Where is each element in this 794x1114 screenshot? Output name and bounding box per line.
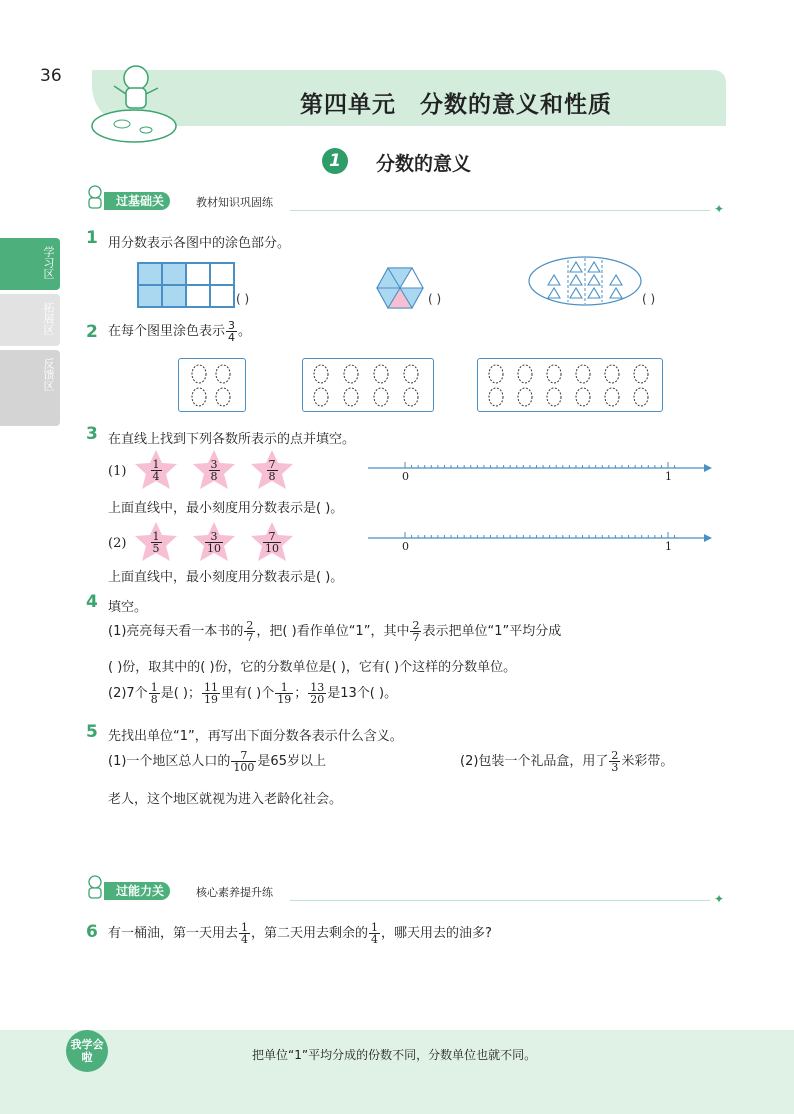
section-divider: [290, 210, 710, 211]
side-tab-expand[interactable]: 拓展区: [0, 294, 60, 346]
question-text: 先找出单位“1”，再写出下面分数各表示什么含义。: [108, 729, 403, 744]
answer-blank[interactable]: ( ): [236, 292, 250, 306]
question-number: 5: [86, 722, 98, 742]
question-text: 填空。: [108, 600, 148, 615]
q5-part-1-cont: 老人，这个地区就视为进入老龄化社会。: [108, 792, 343, 807]
side-tab-study[interactable]: 学习区: [0, 238, 60, 290]
section-tag-basic: 过基础关: [104, 192, 170, 210]
side-tab-feedback[interactable]: 反馈区: [0, 350, 60, 426]
number-line-1[interactable]: [368, 460, 712, 476]
hexagon-figure: [376, 266, 424, 310]
question-number: 1: [86, 228, 98, 248]
answer-blank[interactable]: ( ): [428, 292, 442, 306]
page-number: 36: [40, 66, 62, 86]
section-divider: [290, 900, 710, 901]
question-text: 在直线上找到下列各数所表示的点并填空。: [108, 432, 356, 447]
question-text: 在每个图里涂色表示 $\frac{3}{4}$ 。: [108, 319, 252, 344]
pink-star-fraction: $\frac{1}{5}$: [132, 520, 180, 564]
number-line-zero: 0: [402, 470, 409, 483]
lesson-number-badge: 1: [322, 148, 348, 174]
q4-line-3[interactable]: (2)7个 $\frac{1}{8}$ 是( )； $\frac{11}{19}$ 里有( )个 $\frac{1}{19}$ ； $\frac{13}{20}$ 是13个( )。: [108, 681, 398, 706]
pink-star-fraction: $\frac{7}{8}$: [248, 448, 296, 492]
pink-star-fraction: $\frac{3}{8}$: [190, 448, 238, 492]
number-line-2[interactable]: [368, 530, 712, 546]
strawberry-box-1[interactable]: [178, 358, 246, 412]
footer-tip: 把单位“1”平均分成的份数不同，分数单位也就不同。: [252, 1048, 537, 1062]
question-text: 有一桶油，第一天用去 $\frac{1}{4}$ ，第二天用去剩余的 $\frac{1}{4}$ ，哪天用去的油多?: [108, 921, 492, 946]
pink-star-fraction: $\frac{7}{10}$: [248, 520, 296, 564]
unit-title: 第四单元 分数的意义和性质: [300, 92, 612, 118]
footer-badge: 我学会啦: [66, 1030, 108, 1072]
strawberry-box-2[interactable]: [302, 358, 434, 412]
ellipse-triangles-figure: [528, 256, 642, 306]
section-subtitle-ability: 核心素养提升练: [196, 886, 273, 899]
pink-star-fraction: $\frac{3}{10}$: [190, 520, 238, 564]
section-tag-ability: 过能力关: [104, 882, 170, 900]
number-line-one: 1: [665, 470, 672, 483]
q5-part-2: (2)包装一个礼品盒，用了 $\frac{2}{3}$ 米彩带。: [460, 749, 674, 774]
footer-background: [0, 1030, 794, 1114]
q4-line-2[interactable]: ( )份，取其中的( )份，它的分数单位是( )，它有( )个这样的分数单位。: [108, 660, 517, 675]
question-number: 4: [86, 592, 98, 612]
question-number: 6: [86, 922, 98, 942]
part-label: (2): [108, 536, 127, 551]
q5-part-1: (1)一个地区总人口的 $\frac{7}{100}$ 是65岁以上: [108, 749, 326, 774]
part-label: (1): [108, 464, 127, 479]
answer-blank[interactable]: ( ): [642, 292, 656, 306]
strawberry-box-3[interactable]: [477, 358, 663, 412]
star-icon: ✦: [714, 892, 725, 906]
question-text: 用分数表示各图中的涂色部分。: [108, 236, 291, 251]
astronaut-moon-icon: [84, 56, 194, 146]
number-line-one: 1: [665, 540, 672, 553]
number-line-zero: 0: [402, 540, 409, 553]
pink-star-fraction: $\frac{1}{4}$: [132, 448, 180, 492]
question-number: 3: [86, 424, 98, 444]
star-icon: ✦: [714, 202, 725, 216]
section-subtitle-basic: 教材知识巩固练: [196, 196, 273, 209]
rectangle-grid-figure: [137, 262, 235, 308]
fill-sentence[interactable]: 上面直线中，最小刻度用分数表示是( )。: [108, 501, 344, 516]
astronaut-small-icon: [84, 874, 106, 900]
q4-line-1[interactable]: (1)亮亮每天看一本书的 $\frac{2}{7}$ ，把( )看作单位“1”，其中 $\frac{2}{7}$ 表示把单位“1”平均分成: [108, 619, 562, 644]
lesson-title: 分数的意义: [376, 153, 472, 175]
question-number: 2: [86, 322, 98, 342]
fill-sentence[interactable]: 上面直线中，最小刻度用分数表示是( )。: [108, 570, 344, 585]
astronaut-small-icon: [84, 184, 106, 210]
